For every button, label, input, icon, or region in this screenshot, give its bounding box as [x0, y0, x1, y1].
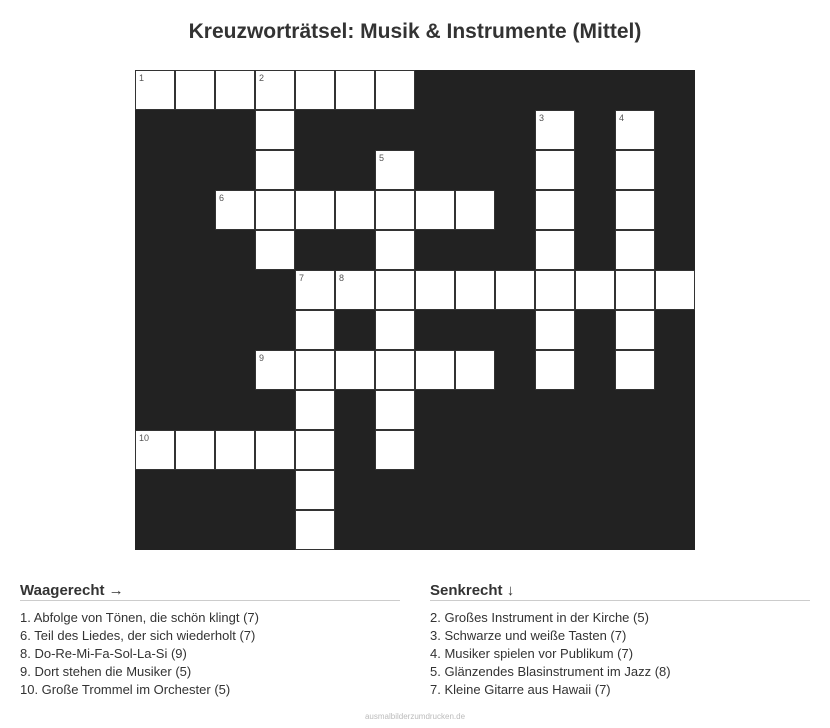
across-clues: [20, 582, 400, 699]
grid-cell[interactable]: [375, 70, 415, 110]
grid-cell[interactable]: [255, 430, 295, 470]
grid-cell[interactable]: [415, 350, 455, 390]
grid-cell[interactable]: [135, 430, 175, 470]
grid-cell[interactable]: [255, 190, 295, 230]
cell-number: 5: [379, 153, 385, 163]
clue-item: 8. Do-Re-Mi-Fa-Sol-La-Si (9): [20, 646, 187, 661]
grid-cell[interactable]: [375, 310, 415, 350]
clue-item: 5. Glänzendes Blasinstrument im Jazz (8): [430, 664, 671, 679]
grid-cell[interactable]: [535, 350, 575, 390]
grid-cell[interactable]: [255, 230, 295, 270]
grid-cell[interactable]: [535, 110, 575, 150]
grid-cell[interactable]: [375, 190, 415, 230]
cell-number: 7: [299, 273, 305, 283]
grid-cell[interactable]: [295, 510, 335, 550]
grid-cell[interactable]: [375, 150, 415, 190]
grid-cell[interactable]: [295, 470, 335, 510]
grid-cell[interactable]: [175, 70, 215, 110]
clue-item: 6. Teil des Liedes, der sich wiederholt (7): [20, 628, 256, 643]
grid-cell[interactable]: [335, 350, 375, 390]
grid-cell[interactable]: [255, 110, 295, 150]
grid-cell[interactable]: [135, 70, 175, 110]
grid-cell[interactable]: [455, 270, 495, 310]
grid-cell[interactable]: [295, 190, 335, 230]
grid-cell[interactable]: [415, 190, 455, 230]
cell-number: 6: [219, 193, 225, 203]
grid-cell[interactable]: [335, 70, 375, 110]
grid-cell[interactable]: [655, 270, 695, 310]
grid-cell[interactable]: [455, 350, 495, 390]
grid-cell[interactable]: [415, 270, 455, 310]
down-list: [430, 609, 810, 699]
grid-cell[interactable]: [295, 430, 335, 470]
cell-number: 3: [539, 113, 545, 123]
grid-cell[interactable]: [255, 70, 295, 110]
grid-cell[interactable]: [615, 270, 655, 310]
grid-cell[interactable]: [495, 270, 535, 310]
cell-number: 8: [339, 273, 345, 283]
down-heading: Senkrecht ↓: [430, 582, 810, 601]
footer-credit: ausmalbilderzumdrucken.de: [364, 712, 466, 721]
grid-cell[interactable]: [295, 70, 335, 110]
grid-cell[interactable]: [215, 190, 255, 230]
grid-cell[interactable]: [215, 430, 255, 470]
clue-item: 1. Abfolge von Tönen, die schön klingt (7): [20, 610, 259, 625]
grid-background: [135, 70, 695, 550]
cell-number: 4: [619, 113, 625, 123]
grid-cell[interactable]: [535, 310, 575, 350]
grid-cell[interactable]: [535, 150, 575, 190]
grid-cell[interactable]: [215, 70, 255, 110]
grid-cell[interactable]: [375, 430, 415, 470]
clue-item: 3. Schwarze und weiße Tasten (7): [430, 628, 627, 643]
cell-number: 9: [259, 353, 265, 363]
grid-cell[interactable]: [615, 350, 655, 390]
grid-cell[interactable]: [575, 270, 615, 310]
grid-cell[interactable]: [295, 350, 335, 390]
cell-number: 10: [139, 433, 150, 443]
grid-cell[interactable]: [375, 350, 415, 390]
grid-cell[interactable]: [375, 270, 415, 310]
cell-number: 2: [259, 73, 265, 83]
grid-cell[interactable]: [375, 390, 415, 430]
clue-item: 4. Musiker spielen vor Publikum (7): [430, 646, 634, 661]
grid-cell[interactable]: [375, 230, 415, 270]
crossword-grid: [135, 70, 695, 550]
grid-cell[interactable]: [615, 190, 655, 230]
clue-item: 9. Dort stehen die Musiker (5): [20, 664, 192, 679]
grid-cell[interactable]: [175, 430, 215, 470]
page-title: Kreuzworträtsel: Musik & Instrumente (Mittel): [188, 20, 642, 43]
grid-cell[interactable]: [295, 270, 335, 310]
across-heading: Waagerecht →: [20, 582, 400, 601]
cell-number: 1: [139, 73, 145, 83]
clue-item: 7. Kleine Gitarre aus Hawaii (7): [430, 682, 611, 697]
clue-item: 2. Großes Instrument in der Kirche (5): [430, 610, 649, 625]
grid-cell[interactable]: [295, 390, 335, 430]
across-list: [20, 609, 400, 699]
grid-cell[interactable]: [295, 310, 335, 350]
grid-cell[interactable]: [615, 230, 655, 270]
grid-cell[interactable]: [615, 150, 655, 190]
grid-cell[interactable]: [255, 150, 295, 190]
grid-cell[interactable]: [615, 110, 655, 150]
grid-cell[interactable]: [535, 190, 575, 230]
grid-cell[interactable]: [255, 350, 295, 390]
grid-cell[interactable]: [455, 190, 495, 230]
grid-cell[interactable]: [335, 190, 375, 230]
grid-cell[interactable]: [535, 230, 575, 270]
clue-item: 10. Große Trommel im Orchester (5): [20, 682, 231, 697]
grid-cell[interactable]: [615, 310, 655, 350]
down-clues: [430, 582, 810, 699]
grid-cell[interactable]: [335, 270, 375, 310]
grid-cell[interactable]: [535, 270, 575, 310]
